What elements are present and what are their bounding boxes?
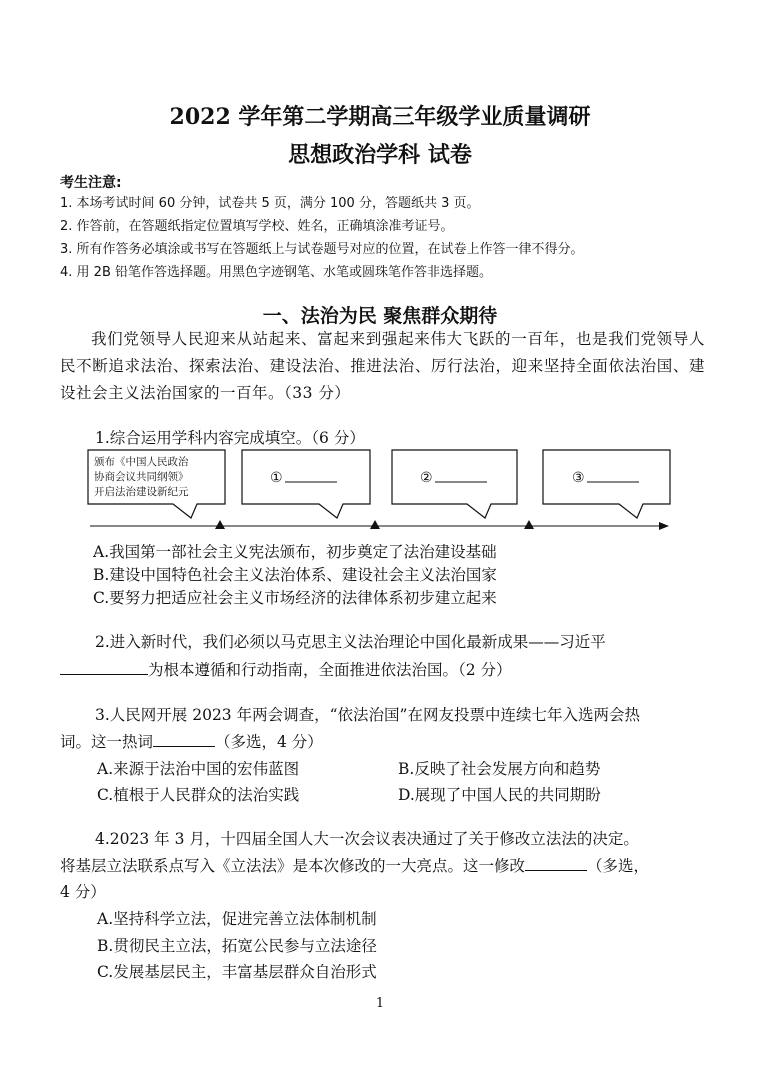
notice-item: 1. 本场考试时间 60 分钟，试卷共 5 页，满分 100 分，答题纸共 3 页。 [60,196,480,211]
q1-option-c: C.要努力把适应社会主义市场经济的法律体系初步建立起来 [93,589,497,607]
page-number: 1 [375,996,385,1011]
q1-option-b: B.建设中国特色社会主义法治体系、建设社会主义法治国家 [93,566,497,584]
q3-option-c: C.植根于人民群众的法治实践 [97,786,300,804]
timeline-marker [370,520,380,529]
question-3-line2b: （多选，4 分） [215,733,323,751]
q1-option-a: A.我国第一部社会主义宪法颁布，初步奠定了法治建设基础 [93,543,497,561]
bubble-1-line: 开启法治建设新纪元 [94,486,189,498]
q4-option-a: A.坚持科学立法，促进完善立法体制机制 [97,910,377,928]
question-2-line1: 2.进入新时代，我们必须以马克思主义法治理论中国化最新成果——习近平 [95,633,606,651]
notice-item: 3. 所有作答务必填涂或书写在答题纸上与试卷题号对应的位置，在试卷上作答一律不得分。 [60,242,584,257]
q3-option-d: D.展现了中国人民的共同期盼 [398,786,601,804]
blank-label-1: ① [270,470,283,486]
notice-item: 4. 用 2B 铅笔作答选择题。用黑色字迹钢笔、水笔或圆珠笔作答非选择题。 [60,265,492,280]
question-4-line1: 4.2023 年 3 月，十四届全国人大一次会议表决通过了关于修改立法法的决定。 [95,830,639,848]
exam-title: 2022 学年第二学期高三年级学业质量调研 [169,104,591,130]
question-4-line2a: 将基层立法联系点写入《立法法》是本次修改的一大亮点。这一修改 [60,857,526,875]
question-3-line2a: 词。这一热词 [60,733,154,751]
bubble-1-line: 颁布《中国人民政治 [94,456,189,468]
question-3-line1: 3.人民网开展 2023 年两会调查，“依法治国”在网友投票中连续七年入选两会热 [95,706,640,724]
answer-blank [525,856,587,871]
answer-blank [60,660,148,675]
blank-label-2: ② [420,470,433,486]
notice-item: 2. 作答前，在答题纸指定位置填写学校、姓名，正确填涂准考证号。 [60,219,454,234]
blank-label-3: ③ [572,470,585,486]
q3-option-a: A.来源于法治中国的宏伟蓝图 [97,760,300,778]
timeline-marker [524,520,534,529]
section-title: 一、法治为民 聚焦群众期待 [262,305,498,327]
exam-subtitle: 思想政治学科 试卷 [288,142,472,168]
question-2-line2: 为根本遵循和行动指南，全面推进依法治国。（2 分） [148,661,512,679]
answer-blank [153,732,215,747]
notice-heading: 考生注意: [60,175,122,191]
q3-option-b: B.反映了社会发展方向和趋势 [398,760,601,778]
callout-bubble-4 [543,450,670,518]
section-intro: 我们党领导人民迎来从站起来、富起来到强起来伟大飞跃的一百年，也是我们党领导人民不断追求法治、探索法治、建设法治、推进法治、厉行法治，迎来坚持全面依法治国、建设社会主义法治国家的一百年。（33 分） [60,330,705,402]
bubble-1-line: 协商会议共同纲领》 [94,471,189,483]
question-1-stem: 1.综合运用学科内容完成填空。（6 分） [95,429,365,447]
callout-bubble-2 [242,450,370,518]
q4-option-c: C.发展基层民主，丰富基层群众自治形式 [97,963,377,981]
question-4-line3: 4 分） [60,883,106,901]
callout-bubble-3 [392,450,517,518]
timeline-marker [215,520,225,529]
q4-option-b: B.贯彻民主立法，拓宽公民参与立法途径 [97,937,377,955]
question-4-line2b: （多选， [587,857,650,875]
timeline-arrow [659,522,669,530]
